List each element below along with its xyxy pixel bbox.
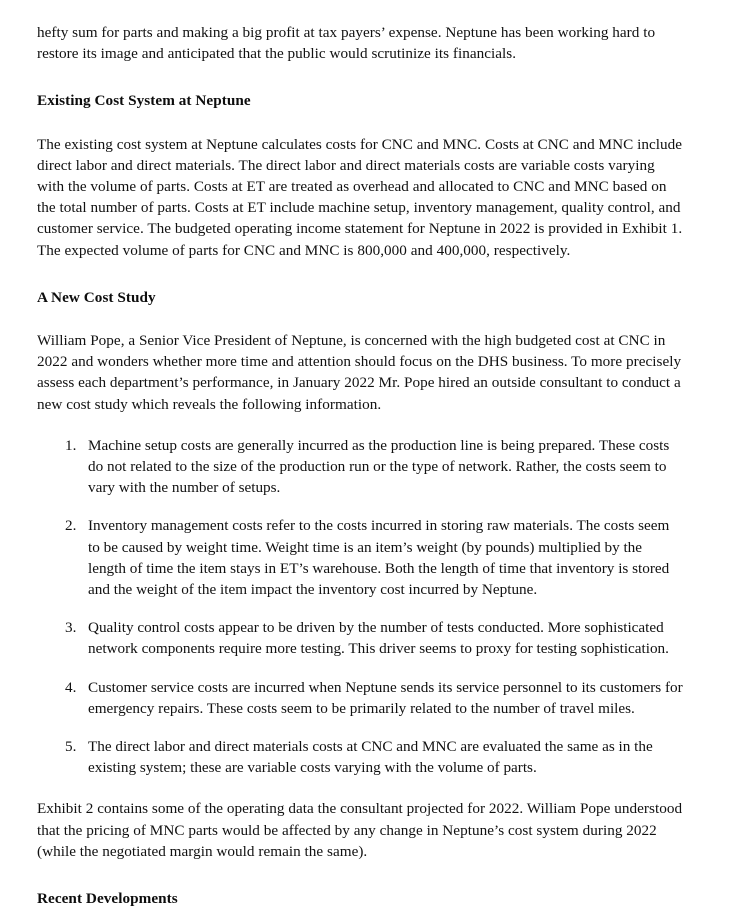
list-item <box>37 435 683 499</box>
heading-a-new-cost-study: A New Cost Study <box>37 288 156 306</box>
list-item <box>37 515 683 600</box>
list-item-text: Inventory management costs refer to the costs incurred in storing raw materials. The costs seem to be caused by weight time. Weight time is an item’s weight (by pounds) multiplied by the length of time the item stays in ET’s warehouse. Both the length of time that inventory is stored and the weight of the item impact the inventory cost incurred by Neptune. <box>88 517 670 599</box>
spacer <box>37 261 683 287</box>
heading-recent-developments: Recent Developments <box>37 890 178 908</box>
list-item-text: The direct labor and direct materials costs at CNC and MNC are evaluated the same as in the existing system; these are variable costs varying with the volume of parts. <box>88 738 653 777</box>
paragraph-existing-cost-system: The existing cost system at Neptune calculates costs for CNC and MNC. Costs at CNC and MNC include direct labor and direct materials. The direct labor and direct materials costs are variable costs varying with the volume of parts. Costs at ET are treated as overhead and allocated to CNC and MNC based on the total number of parts. Costs at ET include machine setup, inventory management, quality control, and customer service. The budgeted operating income statement for Neptune in 2022 is provided in Exhibit 1. The expected volume of parts for CNC and MNC is 800,000 and 400,000, respectively. <box>37 135 683 259</box>
spacer <box>37 112 683 134</box>
document-body <box>37 22 683 909</box>
list-item-marker: 1. <box>65 436 77 454</box>
spacer <box>37 415 683 435</box>
list-item-text: Customer service costs are incurred when Neptune sends its service personnel to its customers for emergency repairs. These costs seem to be primarily related to the number of travel miles. <box>88 678 683 717</box>
list-item-marker: 4. <box>65 678 77 696</box>
list-item-marker: 3. <box>65 619 77 637</box>
spacer <box>37 778 683 798</box>
paragraph-continuation: hefty sum for parts and making a big profit at tax payers’ expense. Neptune has been working hard to restore its image and anticipated that the public would scrutinize its financials. <box>37 24 656 63</box>
spacer <box>37 64 683 90</box>
paragraph-exhibit-2: Exhibit 2 contains some of the operating data the consultant projected for 2022. William Pope understood that the pricing of MNC parts would be affected by any change in Neptune’s cost system during 2022 (while the negotiated margin would remain the same). <box>37 800 683 860</box>
list-item <box>37 617 683 659</box>
list-item-marker: 5. <box>65 738 77 756</box>
spacer <box>37 308 683 330</box>
list-item-text: Machine setup costs are generally incurred as the production line is being prepared. These costs do not related to the size of the production run or the type of network. Rather, the costs seem to vary with the number of setups. <box>88 436 670 497</box>
heading-existing-cost-system: Existing Cost System at Neptune <box>37 92 251 110</box>
list-item <box>37 736 683 778</box>
list-item-text: Quality control costs appear to be driven by the number of tests conducted. More sophisticated network components require more testing. This driver seems to proxy for testing sophistication. <box>88 619 669 658</box>
cost-study-findings-list <box>37 435 683 779</box>
list-item <box>37 677 683 719</box>
paragraph-a-new-cost-study: William Pope, a Senior Vice President of Neptune, is concerned with the high budgeted cost at CNC in 2022 and wonders whether more time and attention should focus on the DHS business. To more precisely assess each department’s performance, in January 2022 Mr. Pope hired an outside consultant to conduct a new cost study which reveals the following information. <box>37 332 682 413</box>
spacer <box>37 862 683 888</box>
list-item-marker: 2. <box>65 517 77 535</box>
